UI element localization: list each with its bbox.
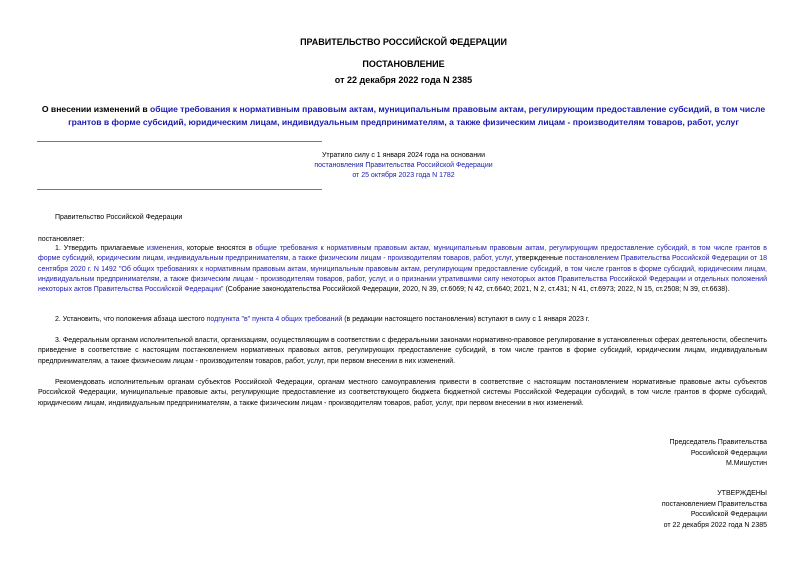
p1-link-requirements[interactable]: общие требования к нормативным правовым актам, муниципальным правовым актам, регулирующим предоставление субсидий, в том числе грантов в форме субсидий, юридическим лицам, индивидуальным предпринимателям, а также физическим лицам - производителям товаров, работ, услуг — [38, 245, 768, 263]
approved-heading: УТВЕРЖДЕНЫ — [717, 490, 767, 497]
org-name: ПРАВИТЕЛЬСТВО РОССИЙСКОЙ ФЕДЕРАЦИИ — [300, 37, 507, 47]
signature-country: Российской Федерации — [690, 449, 767, 457]
doc-title — [40, 103, 767, 129]
p1-text-b: , которые вносятся в — [182, 245, 256, 252]
divider-bottom — [37, 189, 322, 190]
doc-title-prefix: О внесении изменений в — [41, 104, 151, 114]
paragraph-4: Рекомендовать исполнительным органам субъектов Российской Федерации, органам местного самоуправления привести в соответствие с настоящим постановлением нормативные правовые акты субъектов Российской Федерации, муниципальные правовые акты, регулирующие предоставление из соответствующего бюджета бюджетной системы Российской Федерации субсидий, в том числе грантов в форме субсидий, юридическим лицам, индивидуальным предпринимателям, а также физическим лицам - производителям товаров, работ, услуг, при первом внесении в них изменений. — [38, 379, 767, 407]
divider-top — [37, 141, 322, 142]
doc-date-number: от 22 декабря 2022 года N 2385 — [334, 75, 473, 85]
approved-by: постановлением Правительства — [661, 500, 767, 508]
signature-block — [520, 438, 767, 470]
p1-link-decree[interactable]: постановлением Правительства Российской Федерации от 18 сентября 2020 г. N 1492 "Об общих требованиях к нормативным правовым актам, муниципальным правовым актам, регулирующим предоставление субсидий, в том числе грантов в форме субсидий, юридическим лицам, индивидуальным предпринимателям, а также физическим лицам - производителям товаров, работ, услуг, и о признании утратившими силу некоторых актов Правительства Российской Федерации и отдельных положений некоторых актов Правительства Российской Федерации" — [38, 255, 767, 294]
p1-text-c: , утвержденные — [511, 255, 565, 263]
status-link-decree[interactable]: постановления Правительства Российской Федерации — [314, 162, 493, 169]
paragraph-1 — [38, 244, 767, 295]
signature-name: М.Мишустин — [725, 460, 767, 467]
approved-block — [520, 489, 767, 531]
approved-date: от 22 декабря 2022 года N 2385 — [663, 521, 767, 529]
approved-country: Российской Федерации — [690, 511, 767, 518]
status-line: Утратило силу с 1 января 2024 года на основании — [321, 152, 486, 159]
intro-text: Правительство Российской Федерации — [55, 214, 183, 221]
status-notice — [220, 151, 587, 181]
decides-text: постановляет: — [38, 236, 85, 243]
p1-text-a: 1. Утвердить прилагаемые — [55, 245, 147, 252]
p2-link[interactable]: подпункта "в" пункта 4 общих требований — [206, 316, 343, 323]
doc-type: ПОСТАНОВЛЕНИЕ — [362, 59, 445, 69]
paragraph-2 — [38, 315, 767, 325]
p1-link-changes[interactable]: изменения — [146, 245, 183, 252]
paragraph-3: 3. Федеральным органам исполнительной власти, организациям, осуществляющим в соответствии с федеральными законами нормативно-правовое регулирование в установленных сферах деятельности, обеспечить приведение в соответствие с настоящим постановлением нормативных правовых актов, регулирующих предоставление субсидий, в том числе грантов в форме субсидий, юридическим лицам, индивидуальным предпринимателям, а также физическим лицам - производителям товаров, работ, услуг, при первом внесении в них изменений. — [38, 337, 767, 365]
doc-title-link[interactable]: общие требования к нормативным правовым актам, муниципальным правовым актам, регулирующим предоставление субсидий, в том числе грантов в форме субсидий, юридическим лицам, индивидуальным предпринимателям, а также физическим лицам - производителям товаров, работ, услуг — [68, 104, 766, 127]
status-link-date[interactable]: от 25 октября 2023 года N 1782 — [352, 172, 455, 179]
signature-position: Председатель Правительства — [669, 439, 767, 446]
p1-text-d: (Собрание законодательства Российской Федерации, 2020, N 39, ст.6069; N 42, ст.6640; 2021, N 2, ст.431; N 41, ст.6973; 2022, N 15, ст.2508; N 39, ст.6638). — [223, 286, 730, 294]
p2-text-a: 2. Установить, что положения абзаца шестого — [55, 316, 207, 323]
p2-text-b: (в редакции настоящего постановления) вступают в силу с 1 января 2023 г. — [342, 316, 590, 323]
